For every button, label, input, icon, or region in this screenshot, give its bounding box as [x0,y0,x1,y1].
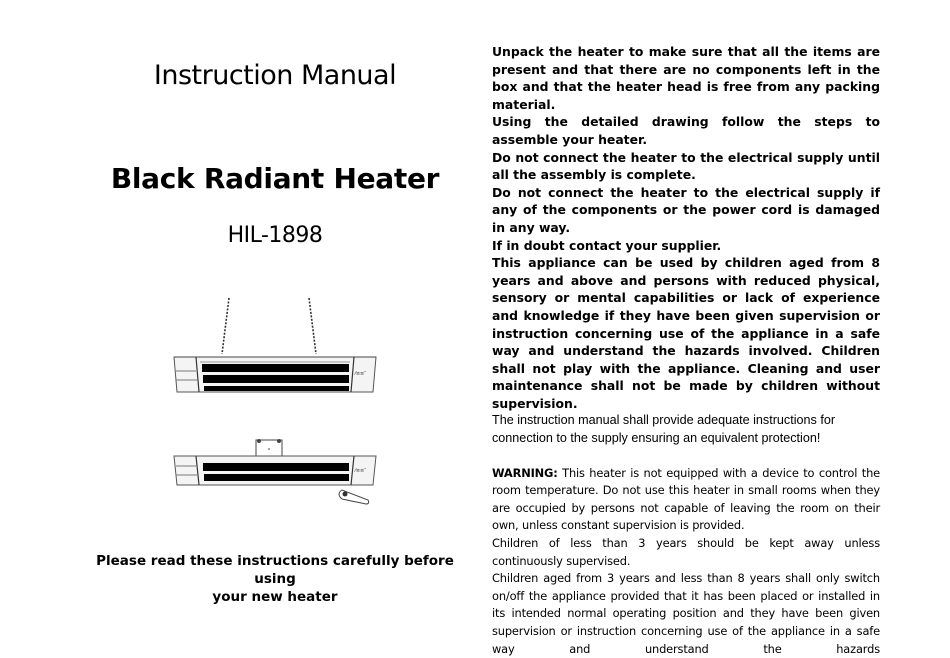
svg-text:⁄≡≡″: ⁄≡≡″ [355,371,367,377]
heater-chain-icon [170,296,380,396]
instructions-column [492,43,880,658]
children-usage-notice: This appliance can be used by children aged from 8 years and above and persons with reduced physical, sensory or mental capabilities or lack of experience and knowledge if they have been given supervision or instruction concerning use of the appliance in a safe way and understand the hazards involved. Children shall not play with the appliance. Cleaning and user maintenance shall not be made by children without supervision. [492,255,880,411]
warning-label: WARNING: [492,465,558,480]
wall-mounted-heater-illustration [170,436,380,506]
product-name: Black Radiant Heater [110,162,440,195]
spacer [492,448,880,465]
no-connect-if-damaged: Do not connect the heater to the electrical supply if any of the components or the power cord is damaged in any way. [492,184,880,235]
contact-supplier: If in doubt contact your supplier. [492,237,722,253]
hanging-heater-illustration [170,296,380,396]
age-3-to-8-warning: Children aged from 3 years and less than 8 years shall only switch on/off the appliance provided that it has been placed or installed in its intended normal operating position and they have been given supervision or instruction concerning use of the appliance in a safe way and understand the hazards [492,571,880,656]
warning-paragraph [492,465,880,535]
under-3-warning: Children of less than 3 years should be kept away unless continuously supervised. [492,536,880,568]
model-number: HIL-1898 [227,223,323,248]
no-connect-until-assembled: Do not connect the heater to the electrical supply until all the assembly is complete. [492,149,880,183]
notice-line-1: Please read these instructions carefully before using [96,553,454,587]
assembly-instruction: Using the detailed drawing follow the steps to assemble your heater. [492,114,880,147]
document-title: Instruction Manual [153,60,397,91]
warning-text: This heater is not equipped with a device to control the room temperature. Do not use this heater in small rooms when they are occupied by persons not capable of leaving the room on their own, unless constant supervision is provided. [492,465,880,533]
unpack-instruction: Unpack the heater to make sure that all the items are present and that there are no components left in the box and that the heater head is free from any packing material. [492,44,880,112]
remote-control-icon [339,490,369,504]
notice-line-2: your new heater [212,589,338,605]
svg-text:⁄≡≡″: ⁄≡≡″ [355,468,367,474]
heater-bracket-icon [170,436,380,506]
connection-note: The instruction manual shall provide adequate instructions for connection to the supply ensuring an equivalent protection! [492,413,836,446]
read-instructions-notice [90,552,460,606]
